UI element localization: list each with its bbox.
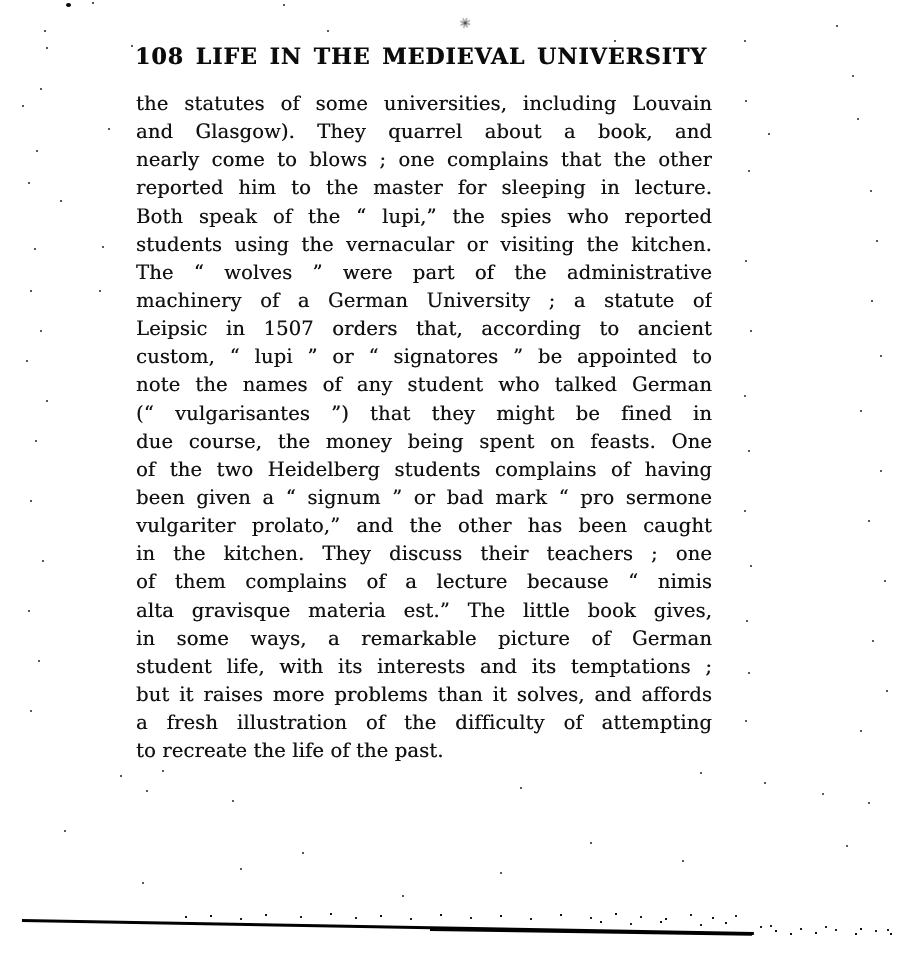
text-line: Both speak of the “ lupi,” the spies who reported xyxy=(136,204,712,228)
text-line: due course, the money being spent on feasts. One xyxy=(136,429,712,453)
text-line: in the kitchen. They discuss their teachers ; one xyxy=(136,542,712,566)
text-line: The “ wolves ” were part of the administrative xyxy=(136,260,712,284)
text-line: Leipsic in 1507 orders that, according to ancient xyxy=(136,317,712,341)
text-line: but it raises more problems than it solves, and affords xyxy=(136,682,712,706)
text-line: a fresh illustration of the difficulty of attempting xyxy=(136,711,712,735)
ink-blot xyxy=(66,3,71,7)
running-head xyxy=(135,44,707,70)
text-line: to recreate the life of the past. xyxy=(136,739,444,763)
text-line: of the two Heidelberg students complains of having xyxy=(136,457,712,481)
text-line: of them complains of a lecture because “ nimis xyxy=(136,570,712,594)
body-paragraph xyxy=(136,90,712,765)
scan-artifact-noise xyxy=(185,916,187,918)
text-line: nearly come to blows ; one complains that the other xyxy=(136,148,712,172)
text-line: been given a “ signum ” or bad mark “ pro sermone xyxy=(136,485,712,509)
text-line: students using the vernacular or visiting the kitchen. xyxy=(136,232,712,256)
scan-speckles xyxy=(92,2,94,4)
text-line: and Glasgow). They quarrel about a book, and xyxy=(136,120,712,144)
text-line: reported him to the master for sleeping in lecture. xyxy=(136,176,712,200)
page-title: LIFE IN THE MEDIEVAL UNIVERSITY xyxy=(195,44,707,70)
text-line: vulgariter prolato,” and the other has been caught xyxy=(136,514,712,538)
text-line: custom, “ lupi ” or “ signatores ” be appointed to xyxy=(136,345,712,369)
text-line: the statutes of some universities, including Louvain xyxy=(136,92,712,115)
text-line: alta gravisque materia est.” The little book gives, xyxy=(136,598,712,622)
text-line: note the names of any student who talked German xyxy=(136,373,712,397)
text-line: in some ways, a remarkable picture of German xyxy=(136,626,712,650)
text-line: student life, with its interests and its temptations ; xyxy=(136,654,712,678)
text-line: (“ vulgarisantes ”) that they might be fined in xyxy=(136,401,712,425)
ink-smudge-icon: ✳ xyxy=(456,14,473,34)
text-line: machinery of a German University ; a statute of xyxy=(136,288,712,312)
page-number: 108 xyxy=(135,44,184,70)
